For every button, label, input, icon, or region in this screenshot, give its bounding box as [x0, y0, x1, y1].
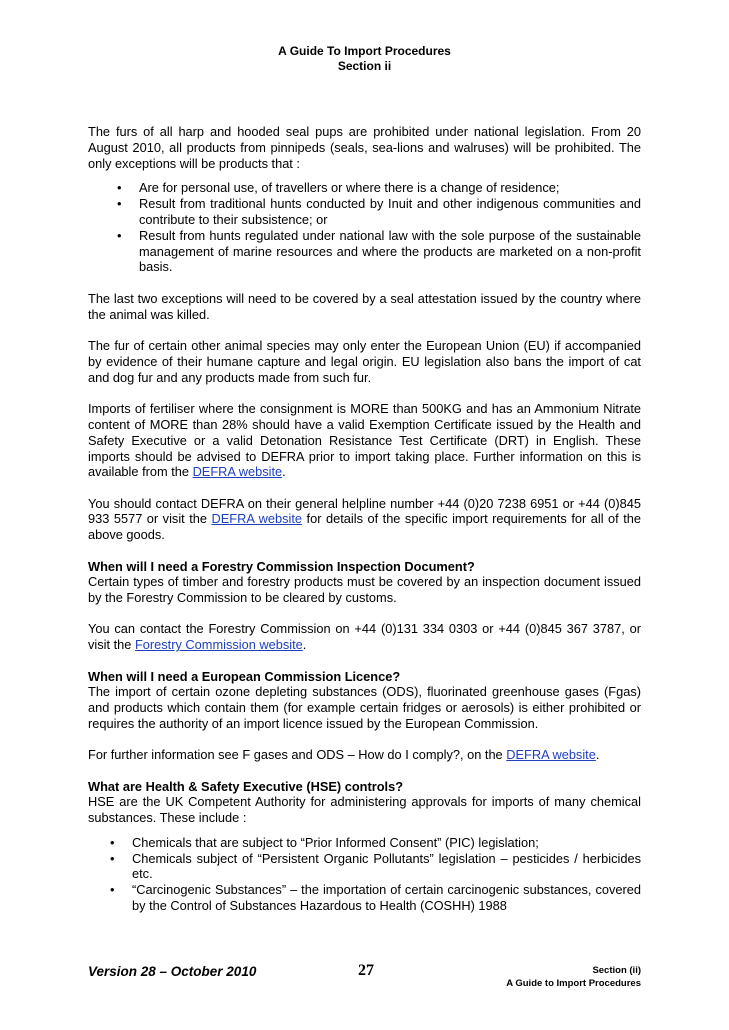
list-item: • Chemicals that are subject to “Prior Informed Consent” (PIC) legislation;	[88, 835, 641, 851]
list-item: • Result from traditional hunts conducted by Inuit and other indigenous communities and contribute to their subsistence; or	[88, 196, 641, 228]
footer-version: Version 28 – October 2010	[88, 964, 257, 979]
hse-controls-list	[88, 835, 641, 914]
heading-ec-licence: When will I need a European Commission Licence?	[88, 668, 401, 684]
exceptions-list	[88, 180, 641, 275]
header-section: Section ii	[337, 59, 392, 73]
footer-section-info	[506, 964, 641, 990]
page-content	[88, 124, 641, 914]
page-header	[0, 44, 729, 74]
list-item: • “Carcinogenic Substances” – the importation of certain carcinogenic substances, covered by the Control of Substances Hazardous to Health (COSHH) 1988	[88, 882, 641, 914]
paragraph-fertiliser: Imports of fertiliser where the consignment is MORE than 500KG and has an Ammonium Nitrate content of MORE than 28% should have a valid Exemption Certificate issued by the Health and Safety Executive or a valid Detonation Resistance Test Certificate (DRT) in English. These imports should be advised to DEFRA prior to import taking place. Further information on this is available from the DEFRA website.	[88, 401, 641, 480]
forestry-commission-website-link[interactable]: Forestry Commission website	[134, 637, 303, 653]
paragraph-forestry-contact: You can contact the Forestry Commission on +44 (0)131 334 0303 or +44 (0)845 367 3787, or visit the Forestry Commission website.	[88, 621, 641, 653]
paragraph-hse: HSE are the UK Competent Authority for administering approvals for imports of many chemical substances. These include :	[88, 794, 641, 826]
footer-section: Section (ii)	[592, 965, 641, 976]
heading-forestry: When will I need a Forestry Commission Inspection Document?	[88, 558, 475, 574]
paragraph-forestry: Certain types of timber and forestry products must be covered by an inspection document issued by the Forestry Commission to be cleared by customs.	[88, 574, 641, 606]
paragraph-defra-contact: You should contact DEFRA on their general helpline number +44 (0)20 7238 6951 or +44 (0)845 933 5577 or visit the DEFRA website for details of the specific import requirements for all of the above goods.	[88, 495, 641, 543]
paragraph-seal-furs: The furs of all harp and hooded seal pups are prohibited under national legislation. From 20 August 2010, all products from pinnipeds (seals, sea-lions and walruses) will be prohibited. The only exceptions will be products that :	[88, 124, 641, 171]
header-title: A Guide To Import Procedures	[278, 44, 451, 58]
page-footer	[88, 960, 641, 1000]
defra-website-link[interactable]: DEFRA website	[506, 747, 596, 763]
paragraph-fgas-info: For further information see F gases and ODS – How do I comply?, on the DEFRA website.	[88, 747, 600, 763]
list-item: • Are for personal use, of travellers or where there is a change of residence;	[88, 180, 641, 196]
page-number: 27	[358, 962, 374, 979]
list-item: • Chemicals subject of “Persistent Organic Pollutants” legislation – pesticides / herbicides etc.	[88, 851, 641, 883]
defra-website-link[interactable]: DEFRA website	[192, 464, 283, 480]
defra-website-link[interactable]: DEFRA website	[211, 511, 303, 527]
footer-guide-title: A Guide to Import Procedures	[506, 978, 641, 989]
paragraph-ozone: The import of certain ozone depleting substances (ODS), fluorinated greenhouse gases (Fgas) and products which contain them (for example certain fridges or aerosols) is either prohibited or requires the authority of an import licence issued by the European Commission.	[88, 684, 641, 731]
heading-hse: What are Health & Safety Executive (HSE) controls?	[88, 778, 404, 794]
list-item: • Result from hunts regulated under national law with the sole purpose of the sustainable management of marine resources and where the products are marketed on a non-profit basis.	[88, 228, 641, 275]
paragraph-other-fur: The fur of certain other animal species may only enter the European Union (EU) if accompanied by evidence of their humane capture and legal origin. EU legislation also bans the import of cat and dog fur and any products made from such fur.	[88, 338, 641, 385]
paragraph-seal-attestation: The last two exceptions will need to be covered by a seal attestation issued by the country where the animal was killed.	[88, 291, 641, 322]
